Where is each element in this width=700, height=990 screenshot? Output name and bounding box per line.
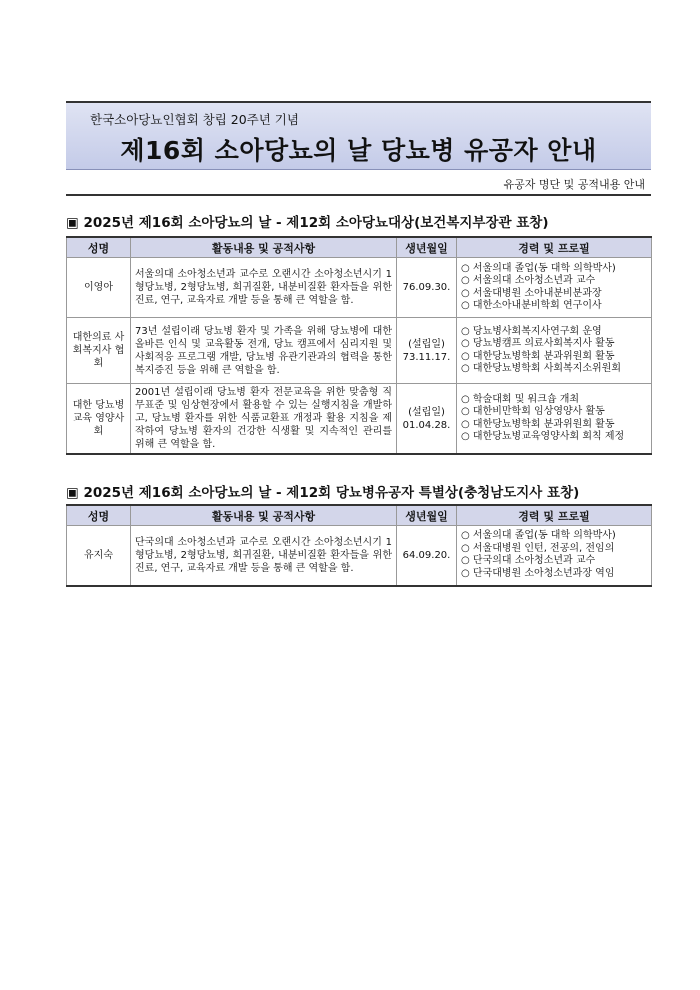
awardee-table — [66, 236, 652, 455]
column-header: 경력 및 프로필 — [457, 505, 652, 526]
banner-tagline: 유공자 명단 및 공적내용 안내 — [503, 178, 645, 191]
birth-date: 76.09.30. — [397, 258, 457, 318]
career-item: ○ 서울의대 졸업(동 대학 의학박사) — [461, 262, 616, 274]
column-header: 활동내용 및 공적사항 — [131, 237, 397, 258]
career-item: ○ 대한당뇨병교육영양사회 회칙 제정 — [461, 431, 625, 442]
career-list — [457, 258, 652, 318]
career-item: ○ 학술대회 및 워크숍 개최 — [461, 393, 580, 405]
awardee-name: 대한 당뇨병교육 영양사회 — [67, 384, 131, 455]
awardee-table — [66, 504, 652, 587]
table-row — [67, 258, 652, 318]
career-item: ○ 대한비만학회 임상영양사 활동 — [461, 406, 605, 417]
career-item: ○ 대한당뇨병학회 분과위원회 활동 — [461, 418, 615, 430]
career-item: ○ 서울의대 소아청소년과 교수 — [461, 275, 596, 286]
table-row — [67, 384, 652, 455]
banner-header — [66, 103, 651, 170]
birth-date: 64.09.20. — [397, 526, 457, 586]
column-header: 성명 — [67, 237, 131, 258]
table-header-row — [67, 505, 652, 526]
section-heading: ▣ 2025년 제16회 소아당뇨의 날 - 제12회 당뇨병유공자 특별상(충청남도지사 표창) — [66, 485, 580, 501]
career-list — [457, 318, 652, 384]
career-item: ○ 대한당뇨병학회 분과위원회 활동 — [461, 350, 615, 362]
activity-text: 73년 설립이래 당뇨병 환자 및 가족을 위해 당뇨병에 대한 올바른 인식 및 교육활동 전개, 당뇨 캠프에서 심리지원 및 사회적응 프로그램 개발, 당뇨병 유관기관과의 협력을 통한 복지증진 등을 위해 큰 역할을 함. — [131, 318, 397, 384]
career-list — [457, 526, 652, 586]
birth-date: (설립일) 73.11.17. — [397, 318, 457, 384]
career-item: ○ 당뇨병캠프 의료사회복지사 활동 — [461, 338, 615, 349]
career-item: ○ 대한당뇨병학회 사회복지소위원회 — [461, 363, 621, 374]
awardee-name: 유지숙 — [67, 526, 131, 586]
table-row — [67, 526, 652, 586]
column-header: 생년월일 — [397, 237, 457, 258]
career-item: ○ 단국의대 소아청소년과 교수 — [461, 555, 596, 567]
birth-date: (설립일) 01.04.28. — [397, 384, 457, 455]
table-row — [67, 318, 652, 384]
career-item: ○ 서울대병원 인턴, 전공의, 전임의 — [461, 542, 615, 554]
career-item: ○ 서울대병원 소아내분비분과장 — [461, 287, 602, 299]
career-item: ○ 서울의대 졸업(동 대학 의학박사) — [461, 530, 616, 542]
activity-text: 2001년 설립이래 당뇨병 환자 전문교육을 위한 맞춤형 직무표준 및 임상현장에서 활용할 수 있는 실행지침을 개발하고, 당뇨병 환자를 위한 식품교환표 개정과 활용 지침을 제작하여 당뇨병 환자의 건강한 식생활 및 지속적인 관리를 위해 큰 역할을 함. — [131, 384, 397, 455]
banner-subtitle: 한국소아당뇨인협회 창립 20주년 기념 — [90, 112, 299, 127]
awardee-name: 대한의료 사회복지사 협회 — [67, 318, 131, 384]
column-header: 경력 및 프로필 — [457, 237, 652, 258]
activity-text: 단국의대 소아청소년과 교수로 오랜시간 소아청소년시기 1형당뇨병, 2형당뇨병, 희귀질환, 내분비질환 환자들을 위한 진료, 연구, 교육자료 개발 등을 통해 큰 역할을 함. — [131, 526, 397, 586]
section-heading: ▣ 2025년 제16회 소아당뇨의 날 - 제12회 소아당뇨대상(보건복지부장관 표창) — [66, 215, 549, 231]
column-header: 생년월일 — [397, 505, 457, 526]
career-list — [457, 384, 652, 455]
title-banner — [66, 101, 651, 196]
career-item: ○ 대한소아내분비학회 연구이사 — [461, 300, 602, 311]
activity-text: 서울의대 소아청소년과 교수로 오랜시간 소아청소년시기 1형당뇨병, 2형당뇨병, 희귀질환, 내분비질환 환자들을 위한 진료, 연구, 교육자료 개발 등을 통해 큰 역할을 함. — [131, 258, 397, 318]
page-title: 제16회 소아당뇨의 날 당뇨병 유공자 안내 — [120, 136, 597, 165]
career-item: ○ 당뇨병사회복지사연구회 운영 — [461, 325, 602, 337]
column-header: 성명 — [67, 505, 131, 526]
career-item: ○ 단국대병원 소아청소년과장 역임 — [461, 567, 615, 579]
column-header: 활동내용 및 공적사항 — [131, 505, 397, 526]
awardee-name: 이영아 — [67, 258, 131, 318]
table-header-row — [67, 237, 652, 258]
